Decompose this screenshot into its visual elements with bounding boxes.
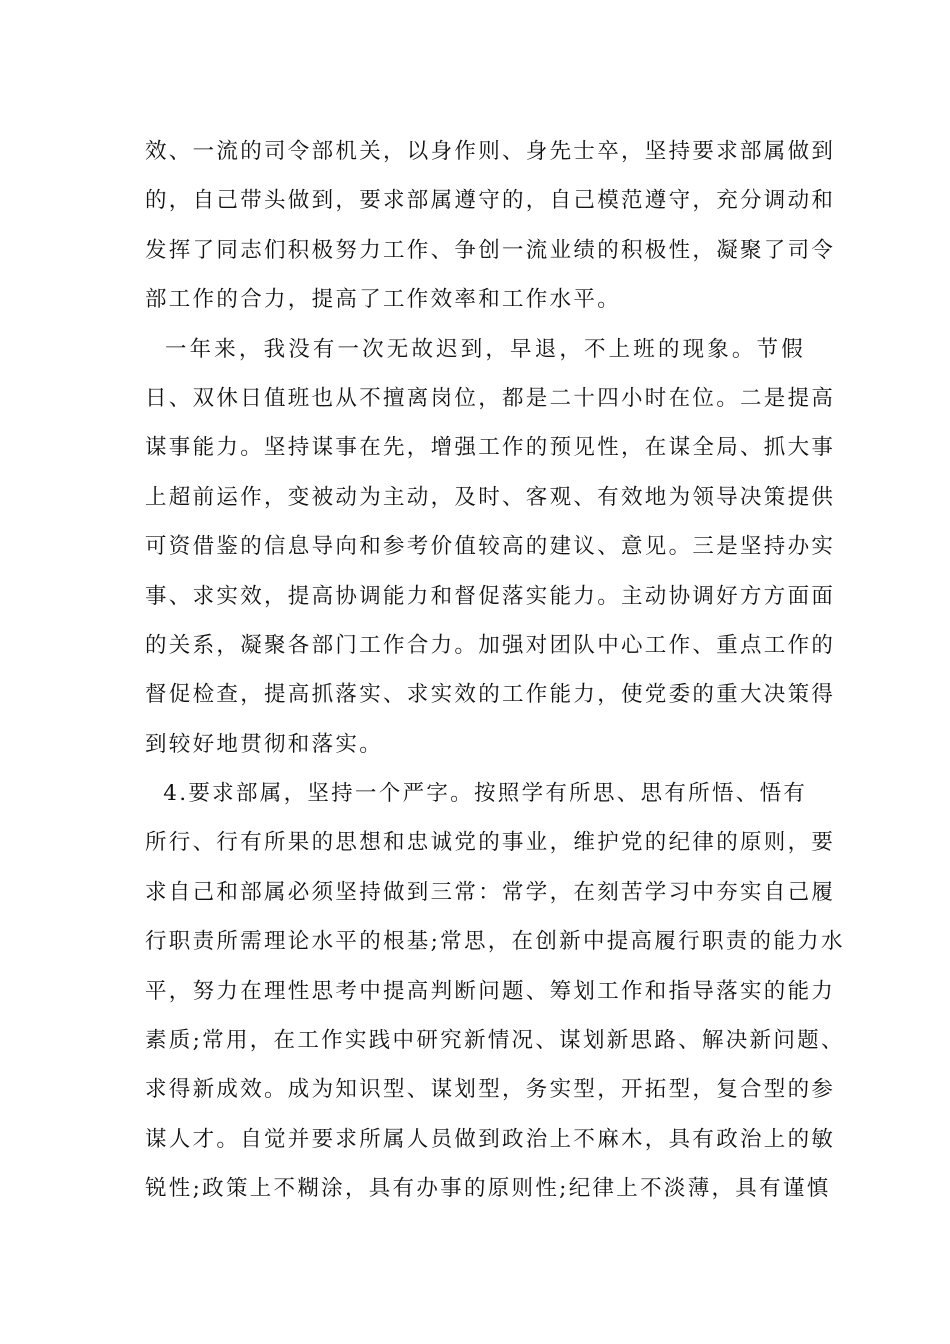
paragraph [145,330,836,775]
text-line: 4.要求部属，坚持一个严字。按照学有所思、思有所悟、悟有 [145,781,808,807]
text-line: 的关系，凝聚各部门工作合力。加强对团队中心工作、重点工作的 [145,632,836,658]
text-line: 可资借鉴的信息导向和参考价值较高的建议、意见。三是坚持办实 [145,534,836,560]
text-line: 素质;常用，在工作实践中研究新情况、谋划新思路、解决新问题、 [145,1028,845,1054]
text-line: 平，努力在理性思考中提高判断问题、筹划工作和指导落实的能力 [145,978,836,1004]
document-body [145,132,845,1219]
text-line: 谋人才。自觉并要求所属人员做到政治上不麻木，具有政治上的敏 [145,1126,836,1152]
text-line: 上超前运作，变被动为主动，及时、客观、有效地为领导决策提供 [145,484,836,510]
text-line: 到较好地贯彻和落实。 [145,731,384,757]
text-line: 日、双休日值班也从不擅离岗位，都是二十四小时在位。二是提高 [145,385,836,411]
text-line: 求得新成效。成为知识型、谋划型，务实型，开拓型，复合型的参 [145,1077,836,1103]
text-line: 求自己和部属必须坚持做到三常：常学，在刻苦学习中夯实自己履 [145,879,836,905]
text-line: 督促检查，提高抓落实、求实效的工作能力，使党委的重大决策得 [145,682,836,708]
paragraph [145,774,845,1219]
text-line: 谋事能力。坚持谋事在先，增强工作的预见性，在谋全局、抓大事 [145,435,836,461]
text-line: 行职责所需理论水平的根基;常思，在创新中提高履行职责的能力水 [145,929,845,955]
text-line: 一年来，我没有一次无故迟到，早退，不上班的现象。节假 [145,336,805,362]
text-line: 部工作的合力，提高了工作效率和工作水平。 [145,287,622,313]
text-line: 锐性;政策上不糊涂，具有办事的原则性;纪律上不淡薄，具有谨慎 [145,1176,831,1202]
text-line: 的，自己带头做到，要求部属遵守的，自己模范遵守，充分调动和 [145,188,836,214]
text-line: 事、求实效，提高协调能力和督促落实能力。主动协调好方方面面 [145,583,836,609]
text-line: 发挥了同志们积极努力工作、争创一流业绩的积极性，凝聚了司令 [145,237,836,263]
text-line: 所行、行有所果的思想和忠诚党的事业，维护党的纪律的原则，要 [145,830,836,856]
text-line: 效、一流的司令部机关，以身作则、身先士卒，坚持要求部属做到 [145,139,836,164]
paragraph [145,132,836,330]
